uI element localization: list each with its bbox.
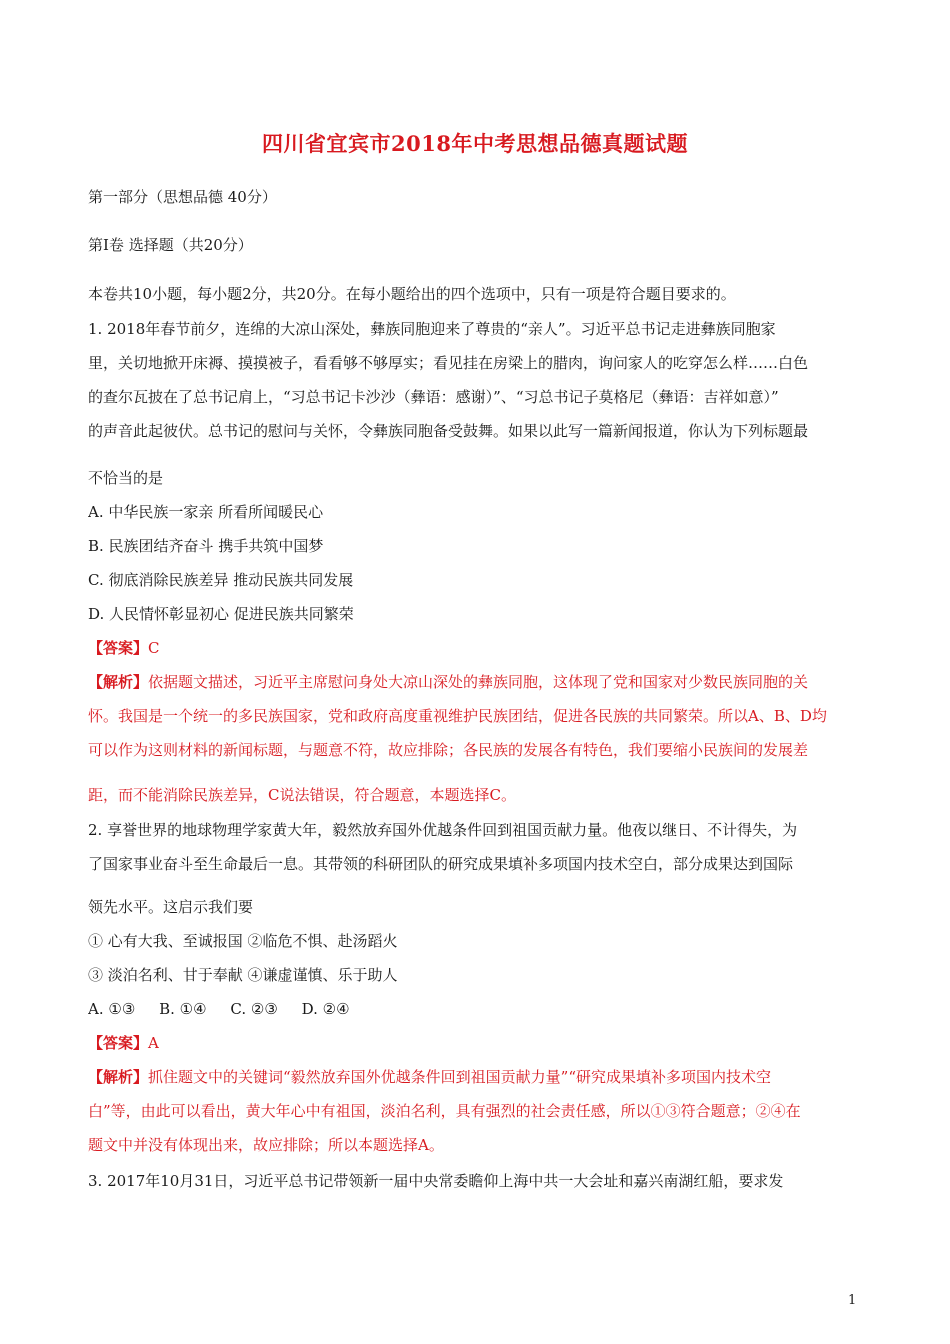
q1-stem-line: 里，关切地掀开床褥、摸摸被子，看看够不够厚实；看见挂在房梁上的腊肉，询问家人的吃穿怎么样……白色 [88,354,809,372]
q1-analysis-line [88,671,878,693]
answer-tag: 【答案】 [88,1034,149,1052]
q2-stem-line: 领先水平。这启示我们要 [88,898,254,916]
q2-stem-line: 了国家事业奋斗至生命最后一息。其带领的科研团队的研究成果填补多项国内技术空白，部分成果达到国际 [88,855,794,873]
q1-stem-line: 的声音此起彼伏。总书记的慰问与关怀，令彝族同胞备受鼓舞。如果以此写一篇新闻报道，你认为下列标题最 [88,422,809,440]
q3-stem-line: 3. 2017年10月31日，习近平总书记带领新一届中央常委瞻仰上海中共一大会址和嘉兴南湖红船，要求发 [88,1172,784,1190]
q2-answer [88,1032,878,1054]
q1-analysis-line: 怀。我国是一个统一的多民族国家，党和政府高度重视维护民族团结，促进各民族的共同繁荣。所以A、B、D均 [88,707,827,725]
q2-analysis-text: 抓住题文中的关键词“毅然放弃国外优越条件回到祖国贡献力量”“研究成果填补多项国内技术空 [148,1068,772,1086]
q1-stem-line: 1. 2018年春节前夕，连绵的大凉山深处，彝族同胞迎来了尊贵的“亲人”。习近平总书记走进彝族同胞家 [88,320,776,338]
q1-answer [88,637,878,659]
q2-statements: ③ 淡泊名利、甘于奉献 ④谦虚谨慎、乐于助人 [88,966,398,984]
q2-answer-value: A [148,1034,159,1052]
part-heading: 第一部分（思想品德 40分） [88,188,277,206]
q1-stem-line: 不恰当的是 [88,469,164,487]
q2-analysis-line: 白”等，由此可以看出，黄大年心中有祖国，淡泊名利，具有强烈的社会责任感，所以①③符合题意；②④在 [88,1102,801,1120]
q1-stem-line: 的查尔瓦披在了总书记肩上，“习总书记卡沙沙（彝语：感谢）”、“习总书记子莫格尼（彝语：吉祥如意）” [88,388,779,406]
q2-statements: ① 心有大我、至诚报国 ②临危不惧、赴汤蹈火 [88,932,398,950]
q1-answer-value: C [148,639,160,657]
q2-stem-line: 2. 享誉世界的地球物理学家黄大年，毅然放弃国外优越条件回到祖国贡献力量。他夜以继日、不计得失，为 [88,821,798,839]
q2-analysis-line [88,1066,878,1088]
q2-options: A. ①③ B. ①④ C. ②③ D. ②④ [88,1000,350,1018]
q1-option-c: C. 彻底消除民族差异 推动民族共同发展 [88,571,354,589]
q1-analysis-text: 依据题文描述，习近平主席慰问身处大凉山深处的彝族同胞，这体现了党和国家对少数民族同胞的关 [148,673,809,691]
section-heading: 第Ⅰ卷 选择题（共20分） [88,236,253,254]
page-title: 四川省宜宾市2018年中考思想品德真题试题 [262,131,688,156]
q1-option-b: B. 民族团结齐奋斗 携手共筑中国梦 [88,537,324,555]
page-number: 1 [848,1293,857,1308]
q1-option-a: A. 中华民族一家亲 所看所闻暖民心 [88,503,324,521]
q2-analysis-line: 题文中并没有体现出来，故应排除；所以本题选择A。 [88,1136,444,1154]
instructions: 本卷共10小题，每小题2分，共20分。在每小题给出的四个选项中，只有一项是符合题目要求的。 [88,285,736,303]
answer-tag: 【答案】 [88,639,149,657]
q1-analysis-line: 可以作为这则材料的新闻标题，与题意不符，故应排除；各民族的发展各有特色，我们要缩小民族间的发展差 [88,741,809,759]
analysis-tag: 【解析】 [88,673,149,691]
q1-option-d: D. 人民情怀彰显初心 促进民族共同繁荣 [88,605,354,623]
analysis-tag: 【解析】 [88,1068,149,1086]
q1-analysis-line: 距，而不能消除民族差异，C说法错误，符合题意，本题选择C。 [88,786,516,804]
